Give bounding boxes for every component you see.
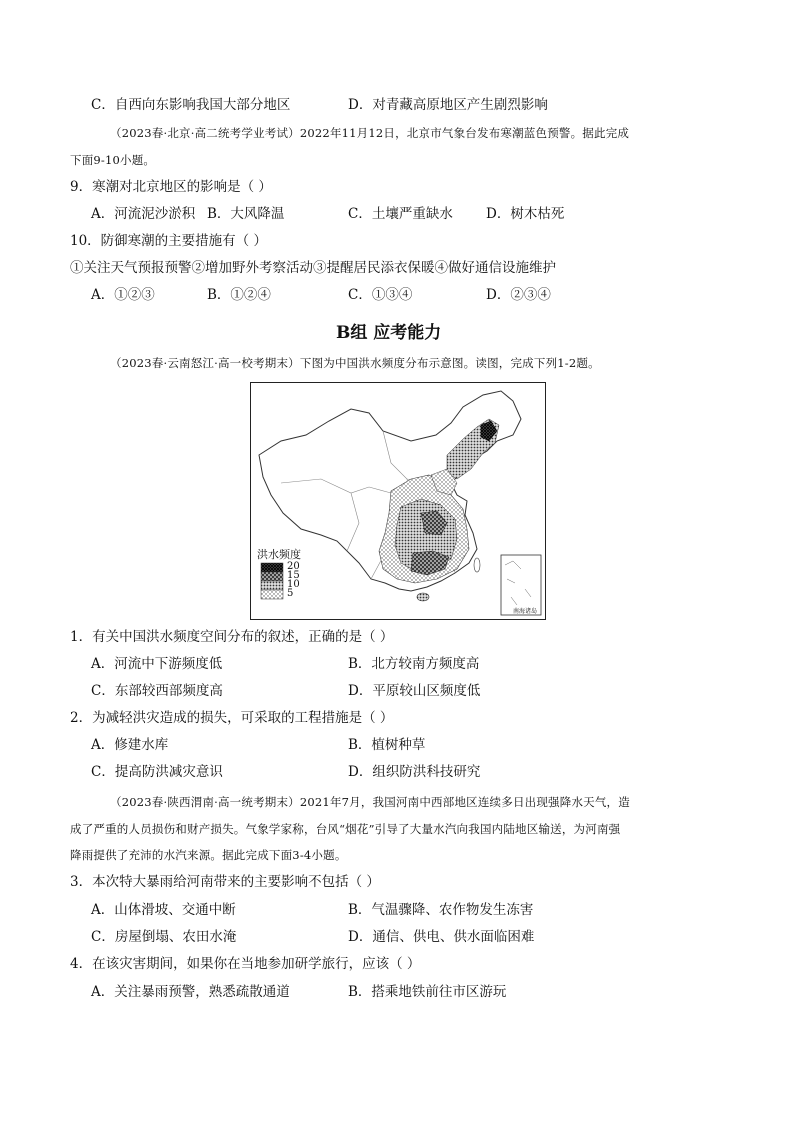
option-c-prev: C．自西向东影响我国大部分地区 — [91, 97, 291, 113]
legend-swatch-20 — [261, 563, 283, 572]
intro-3-4-line2: 成了严重的人员损伤和财产损失。气象学家称，台风“烟花”引导了大量水汽向我国内陆地区输送，为河南强 — [70, 822, 621, 836]
q9-option-d: D．树木枯死 — [486, 206, 565, 222]
legend-swatch-15 — [261, 572, 283, 581]
legend-label-5: 5 — [287, 588, 294, 599]
legend-swatch-10 — [261, 581, 283, 590]
q3-option-c: C．房屋倒塌、农田水淹 — [91, 929, 237, 945]
q10-option-a: A．①②③ — [91, 287, 155, 303]
hainan-island — [417, 593, 429, 601]
question-10-items: ①关注天气预报预警②增加野外考察活动③提醒居民添衣保暖④做好通信设施维护 — [70, 260, 556, 276]
legend-swatch-5 — [261, 590, 283, 599]
flood-frequency-map — [250, 382, 546, 620]
question-3: 3．本次特大暴雨给河南带来的主要影响不包括（ ） — [70, 874, 380, 890]
q1-option-b: B．北方较南方频度高 — [348, 656, 480, 672]
q10-option-c: C．①③④ — [348, 287, 413, 303]
q1-option-d: D．平原较山区频度低 — [348, 683, 481, 699]
q10-option-b: B．①②④ — [207, 287, 271, 303]
question-1: 1．有关中国洪水频度空间分布的叙述，正确的是（ ） — [70, 629, 394, 645]
legend-label-15: 15 — [287, 570, 300, 581]
inset-label: 南海诸岛 — [513, 608, 538, 615]
question-2: 2．为减轻洪灾造成的损失，可采取的工程措施是（ ） — [70, 710, 394, 726]
q10-option-d: D．②③④ — [486, 287, 551, 303]
q4-option-b: B．搭乘地铁前往市区游玩 — [348, 984, 507, 1000]
q9-option-a: A．河流泥沙淤积 — [91, 206, 196, 222]
q9-option-c: C．土壤严重缺水 — [348, 206, 453, 222]
q3-option-a: A．山体滑坡、交通中断 — [91, 902, 236, 918]
legend-title: 洪水频度 — [257, 548, 301, 561]
legend-label-10: 10 — [287, 579, 300, 590]
q2-option-d: D．组织防洪科技研究 — [348, 764, 481, 780]
question-9: 9．寒潮对北京地区的影响是（ ） — [70, 179, 272, 195]
intro-3-4-line1: （2023春·陕西渭南·高一统考期末）2021年7月，我国河南中西部地区连续多日出现强降水天气，造 — [110, 795, 630, 809]
q1-option-a: A．河流中下游频度低 — [91, 656, 223, 672]
q4-option-a: A．关注暴雨预警，熟悉疏散通道 — [91, 984, 290, 1000]
intro-9-10-line2: 下面9-10小题。 — [70, 153, 156, 167]
intro-9-10-line1: （2023春·北京·高二统考学业考试）2022年11月12日，北京市气象台发布寒潮蓝色预警。据此完成 — [110, 126, 630, 140]
q2-option-b: B．植树种草 — [348, 737, 426, 753]
option-d-prev: D．对青藏高原地区产生剧烈影响 — [348, 97, 548, 113]
legend-label-20: 20 — [287, 561, 300, 572]
question-4: 4．在该灾害期间，如果你在当地参加研学旅行，应该（ ） — [70, 956, 421, 972]
question-10: 10．防御寒潮的主要措施有（ ） — [70, 233, 267, 249]
intro-3-4-line3: 降雨提供了充沛的水汽来源。据此完成下面3-4小题。 — [70, 848, 347, 862]
q3-option-d: D．通信、供电、供水面临困难 — [348, 929, 535, 945]
q9-option-b: B．大风降温 — [207, 206, 285, 222]
intro-1-2: （2023春·云南怒江·高一校考期末）下图为中国洪水频度分布示意图。读图，完成下列1-2题。 — [110, 356, 600, 370]
q2-option-c: C．提高防洪减灾意识 — [91, 764, 223, 780]
q1-option-c: C．东部较西部频度高 — [91, 683, 223, 699]
q2-option-a: A．修建水库 — [91, 737, 169, 753]
q3-option-b: B．气温骤降、农作物发生冻害 — [348, 902, 534, 918]
section-title: B组 应考能力 — [336, 323, 442, 343]
taiwan-island — [474, 558, 480, 572]
